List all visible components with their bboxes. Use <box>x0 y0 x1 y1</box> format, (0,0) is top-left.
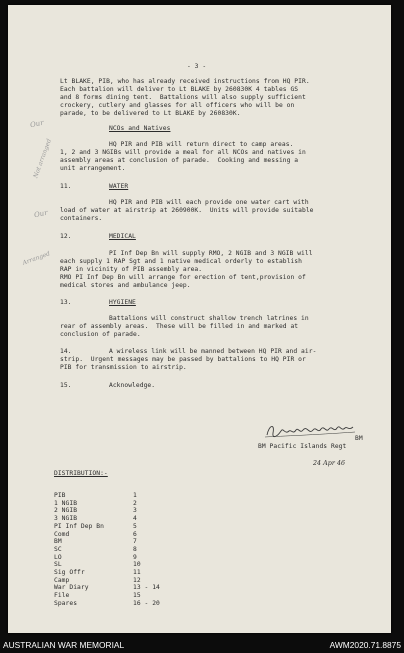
section-line: conclusion of parade. <box>60 331 141 338</box>
section-line: rear of assembly areas. These will be filled in and marked at <box>60 323 299 330</box>
distribution-name: Camp <box>54 576 70 584</box>
distribution-copy: 2 <box>133 499 137 507</box>
section-line: Acknowledge. <box>109 382 156 389</box>
distribution-copy: 11 <box>133 569 141 576</box>
distribution-copy: 6 <box>133 530 137 538</box>
section-heading-medical: MEDICAL <box>109 233 136 240</box>
signature-date: 24 Apr 46 <box>313 460 346 467</box>
distribution-heading: DISTRIBUTION:- <box>54 470 108 477</box>
distribution-name: File <box>54 592 70 600</box>
section-number: 11. <box>60 183 72 190</box>
signature-rank: BM <box>355 435 363 442</box>
distribution-name: PI Inf Dep Bn <box>54 522 104 530</box>
distribution-copy: 10 <box>133 561 141 569</box>
archive-footer <box>0 640 404 653</box>
distribution-name: LO <box>54 553 62 561</box>
footer-left: AUSTRALIAN WAR MEMORIAL <box>3 640 125 650</box>
section-heading-water: WATER <box>109 183 129 190</box>
intro-line: Lt BLAKE, PIB, who has already received instructions from HQ PIR. <box>60 78 310 85</box>
distribution-copy: 15 <box>133 592 141 600</box>
margin-note: Our <box>29 118 45 130</box>
section-line: RMO PI Inf Dep Bn will arrange for erection of tent,provision of <box>60 274 306 281</box>
handwritten-signature-icon <box>263 417 363 445</box>
section-line: 1, 2 and 3 NGIBs will provide a meal for all NCOs and natives in <box>60 149 306 156</box>
section-line: PI Inf Dep Bn will supply RMO, 2 NGIB and 3 NGIB will <box>109 250 313 257</box>
distribution-name: PIB <box>54 492 66 499</box>
distribution-name: 3 NGIB <box>54 515 78 523</box>
margin-note: Not arranged <box>32 137 53 180</box>
section-line: load of water at airstrip at 260900K. Units will provide suitable <box>60 207 314 214</box>
distribution-copy: 3 <box>133 507 137 515</box>
intro-line: crockery, cutlery and glasses for all officers who will be on <box>60 102 295 109</box>
distribution-name: 1 NGIB <box>54 499 78 507</box>
section-number: 14. <box>60 348 72 355</box>
section-line: unit arrangement. <box>60 165 126 172</box>
section-line: Battalions will construct shallow trench latrines in <box>109 315 309 322</box>
margin-note: Our <box>33 208 49 220</box>
section-number: 12. <box>60 233 72 240</box>
section-heading-hygiene: HYGIENE <box>109 299 136 306</box>
intro-line: Each battalion will deliver to Lt BLAKE by 260830K 4 tables GS <box>60 86 299 93</box>
section-line: A wireless link will be manned between HQ PIR and air- <box>109 348 317 355</box>
distribution-copy: 5 <box>133 522 137 530</box>
margin-note: Arranged <box>21 250 52 267</box>
distribution-copy: 4 <box>133 515 137 523</box>
signature-unit: BM Pacific Islands Regt <box>258 443 347 450</box>
distribution-copy: 12 <box>133 576 141 584</box>
section-line: medical stores and ambulance jeep. <box>60 282 191 289</box>
section-line: strip. Urgent messages may be passed by battalions to HQ PIR or <box>60 356 306 363</box>
distribution-name: 2 NGIB <box>54 507 78 515</box>
distribution-name: BM <box>54 538 62 546</box>
distribution-copy: 16 - 20 <box>133 599 160 607</box>
section-line: RAP in vicinity of PIB assembly area. <box>60 266 203 273</box>
distribution-copy: 8 <box>133 545 137 553</box>
section-heading-ncos: NCOs and Natives <box>109 125 171 132</box>
intro-line: parade, to be delivered to Lt BLAKE by 260830K. <box>60 110 241 117</box>
distribution-name: SL <box>54 561 62 569</box>
section-line: HQ PIR and PIB will each provide one water cart with <box>109 199 309 206</box>
section-line: PIB for transmission to airstrip. <box>60 364 187 371</box>
section-number: 15. <box>60 382 72 389</box>
footer-right: AWM2020.71.8875 <box>329 640 401 650</box>
section-line: assembly areas at conclusion of parade. Cooking and messing a <box>60 157 299 164</box>
distribution-copy: 9 <box>133 553 137 561</box>
distribution-copy: 7 <box>133 538 137 546</box>
section-line: containers. <box>60 215 103 222</box>
page-number: - 3 - <box>187 63 207 70</box>
document-page <box>8 5 391 633</box>
section-line: each supply 1 RAP Sgt and 1 native medical orderly to establish <box>60 258 302 265</box>
distribution-name: SC <box>54 545 62 553</box>
distribution-name: Sig Offr <box>54 569 85 576</box>
section-line: HQ PIR and PIB will return direct to camp areas. <box>109 141 294 148</box>
distribution-name: War Diary <box>54 584 89 592</box>
intro-line: and 8 forms dining tent. Battalions will also supply sufficient <box>60 94 306 101</box>
section-number: 13. <box>60 299 72 306</box>
distribution-copy: 13 - 14 <box>133 584 160 592</box>
distribution-name: Spares <box>54 599 78 607</box>
distribution-name: Comd <box>54 530 70 538</box>
distribution-copy: 1 <box>133 492 137 499</box>
